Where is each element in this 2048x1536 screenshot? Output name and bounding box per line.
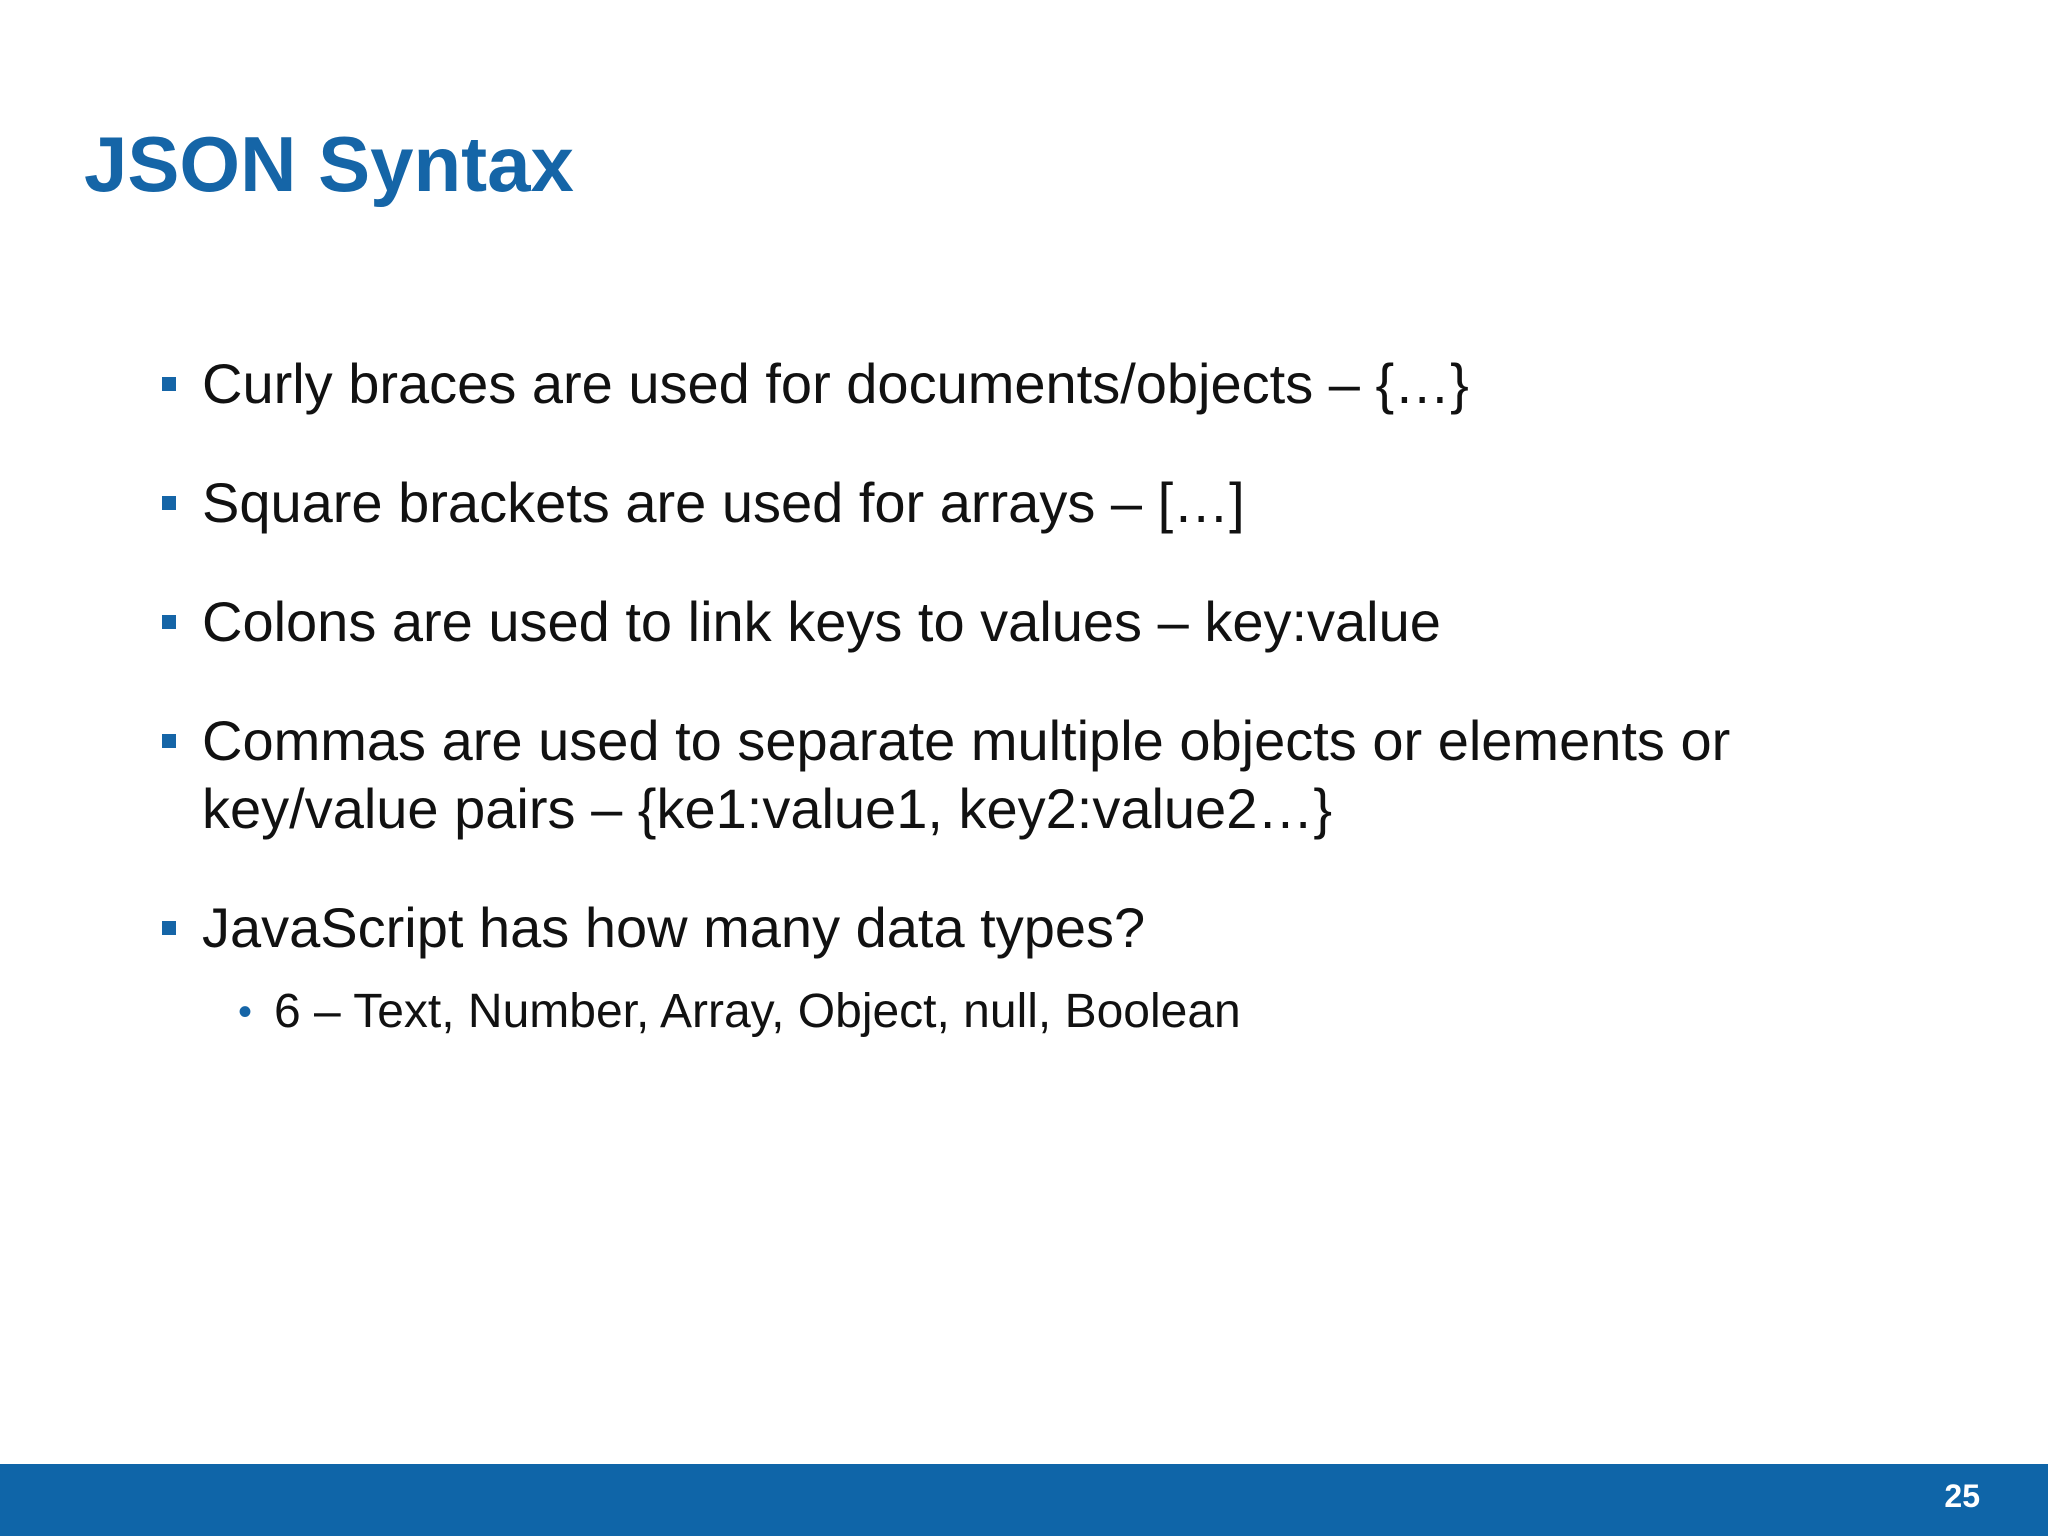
page-number: 25 xyxy=(1944,1478,1980,1514)
square-bullet-icon xyxy=(162,921,176,935)
square-bullet-icon xyxy=(162,496,176,510)
square-bullet-icon xyxy=(162,377,176,391)
sub-bullet-text: 6 – Text, Number, Array, Object, null, Boolean xyxy=(274,985,1241,1038)
bullet-item xyxy=(158,894,1958,1042)
bullet-item xyxy=(158,707,1922,843)
bullet-text: Commas are used to separate multiple objects or elements or key/value pairs – {ke1:value1, key2:value2…} xyxy=(202,709,1731,840)
bullet-text: Colons are used to link keys to values – key:value xyxy=(202,590,1441,653)
square-bullet-icon xyxy=(162,615,176,629)
bullet-item xyxy=(158,588,1958,656)
bullet-text: Square brackets are used for arrays – […] xyxy=(202,471,1245,534)
bullet-item xyxy=(158,350,1958,418)
footer-bar xyxy=(0,1464,2048,1536)
sub-bullet-item xyxy=(202,982,1958,1042)
sub-bullet-list xyxy=(202,982,1958,1042)
bullet-list xyxy=(158,350,1958,1093)
bullet-text: JavaScript has how many data types? xyxy=(202,896,1146,959)
bullet-item xyxy=(158,469,1958,537)
bullet-text: Curly braces are used for documents/objects – {…} xyxy=(202,352,1469,415)
slide-title: JSON Syntax xyxy=(84,120,574,208)
square-bullet-icon xyxy=(162,734,176,748)
dot-bullet-icon: • xyxy=(238,990,253,1034)
